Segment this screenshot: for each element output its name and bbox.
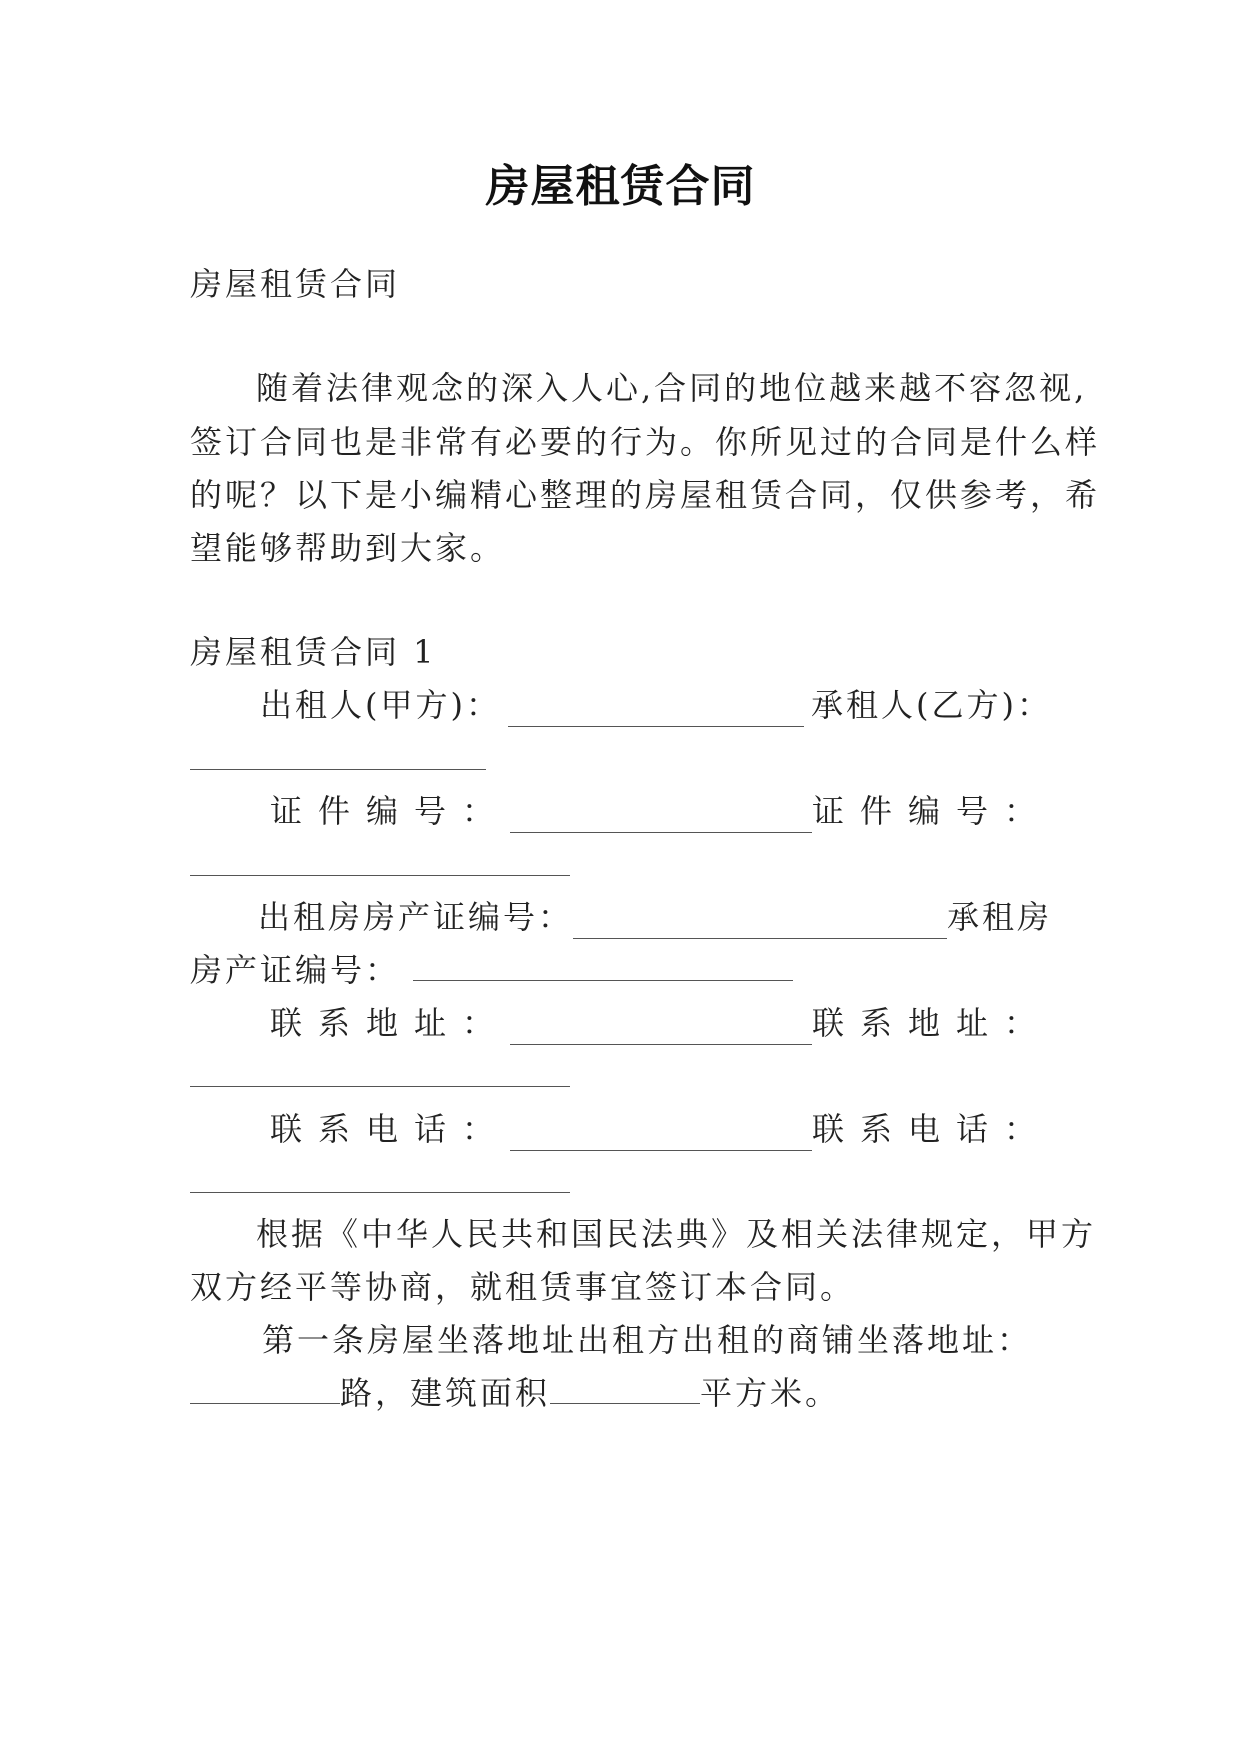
lessor-label: 出租人(甲方)： (260, 686, 501, 724)
lessee-address-field[interactable] (190, 1056, 570, 1087)
id-row (270, 789, 1052, 833)
intro-line-1: 随着法律观念的深入人心,合同的地位越来越不容忽视, (256, 369, 1088, 407)
lessee-phone-row (190, 1160, 1052, 1204)
lessor-id-field[interactable] (510, 802, 812, 833)
article1-line-1: 第一条房屋坐落地址出租方出租的商铺坐落地址： (262, 1321, 1033, 1359)
lessee-cert-row (190, 948, 1052, 992)
lessee-id-label: 证件编号： (811, 792, 1052, 830)
lessor-phone-label: 联系电话： (270, 1110, 511, 1148)
lessor-address-field[interactable] (510, 1014, 812, 1045)
area-field[interactable] (550, 1373, 700, 1404)
lessee-id-row (190, 843, 1052, 887)
section-heading: 房屋租赁合同 1 (190, 633, 437, 671)
party-row (260, 683, 1052, 727)
area-unit-label: 平方米。 (700, 1374, 841, 1412)
lessor-field[interactable] (508, 696, 804, 727)
intro-line-4: 望能够帮助到大家。 (190, 529, 506, 567)
intro-line-2: 签订合同也是非常有必要的行为。你所见过的合同是什么样 (190, 423, 1101, 461)
lessee-cert-field[interactable] (413, 950, 793, 981)
document-title: 房屋租赁合同 (485, 161, 756, 212)
lessee-address-label: 联系地址： (811, 1004, 1052, 1042)
lessee-cert-label-part2: 房产证编号： (190, 951, 401, 989)
road-label: 路，建筑面积 (340, 1374, 551, 1412)
address-row (270, 1001, 1052, 1045)
basis-line-2: 双方经平等协商，就租赁事宜签订本合同。 (190, 1268, 856, 1306)
lessor-cert-label: 出租房房产证编号： (258, 898, 574, 936)
lessee-field[interactable] (190, 739, 486, 770)
cert-row (258, 895, 1052, 939)
lessee-phone-label: 联系电话： (811, 1110, 1052, 1148)
document-subtitle: 房屋租赁合同 (190, 265, 401, 303)
lessor-address-label: 联系地址： (270, 1004, 511, 1042)
road-field[interactable] (190, 1373, 340, 1404)
lessee-label: 承租人(乙方)： (811, 686, 1052, 724)
basis-line-1: 根据《中华人民共和国民法典》及相关法律规定，甲方 (256, 1215, 1097, 1253)
lessee-address-row (190, 1054, 1052, 1098)
lessor-cert-field[interactable] (573, 908, 947, 939)
lessor-id-label: 证件编号： (270, 792, 511, 830)
lessee-cert-label-part1: 承租房 (946, 898, 1052, 936)
lessee-phone-field[interactable] (190, 1162, 570, 1193)
lessee-id-field[interactable] (190, 845, 570, 876)
article1-line-2 (190, 1371, 1052, 1415)
intro-line-3: 的呢？以下是小编精心整理的房屋租赁合同，仅供参考，希 (190, 476, 1101, 514)
phone-row (270, 1107, 1052, 1151)
lessor-phone-field[interactable] (510, 1120, 812, 1151)
lessee-row (190, 737, 1052, 781)
